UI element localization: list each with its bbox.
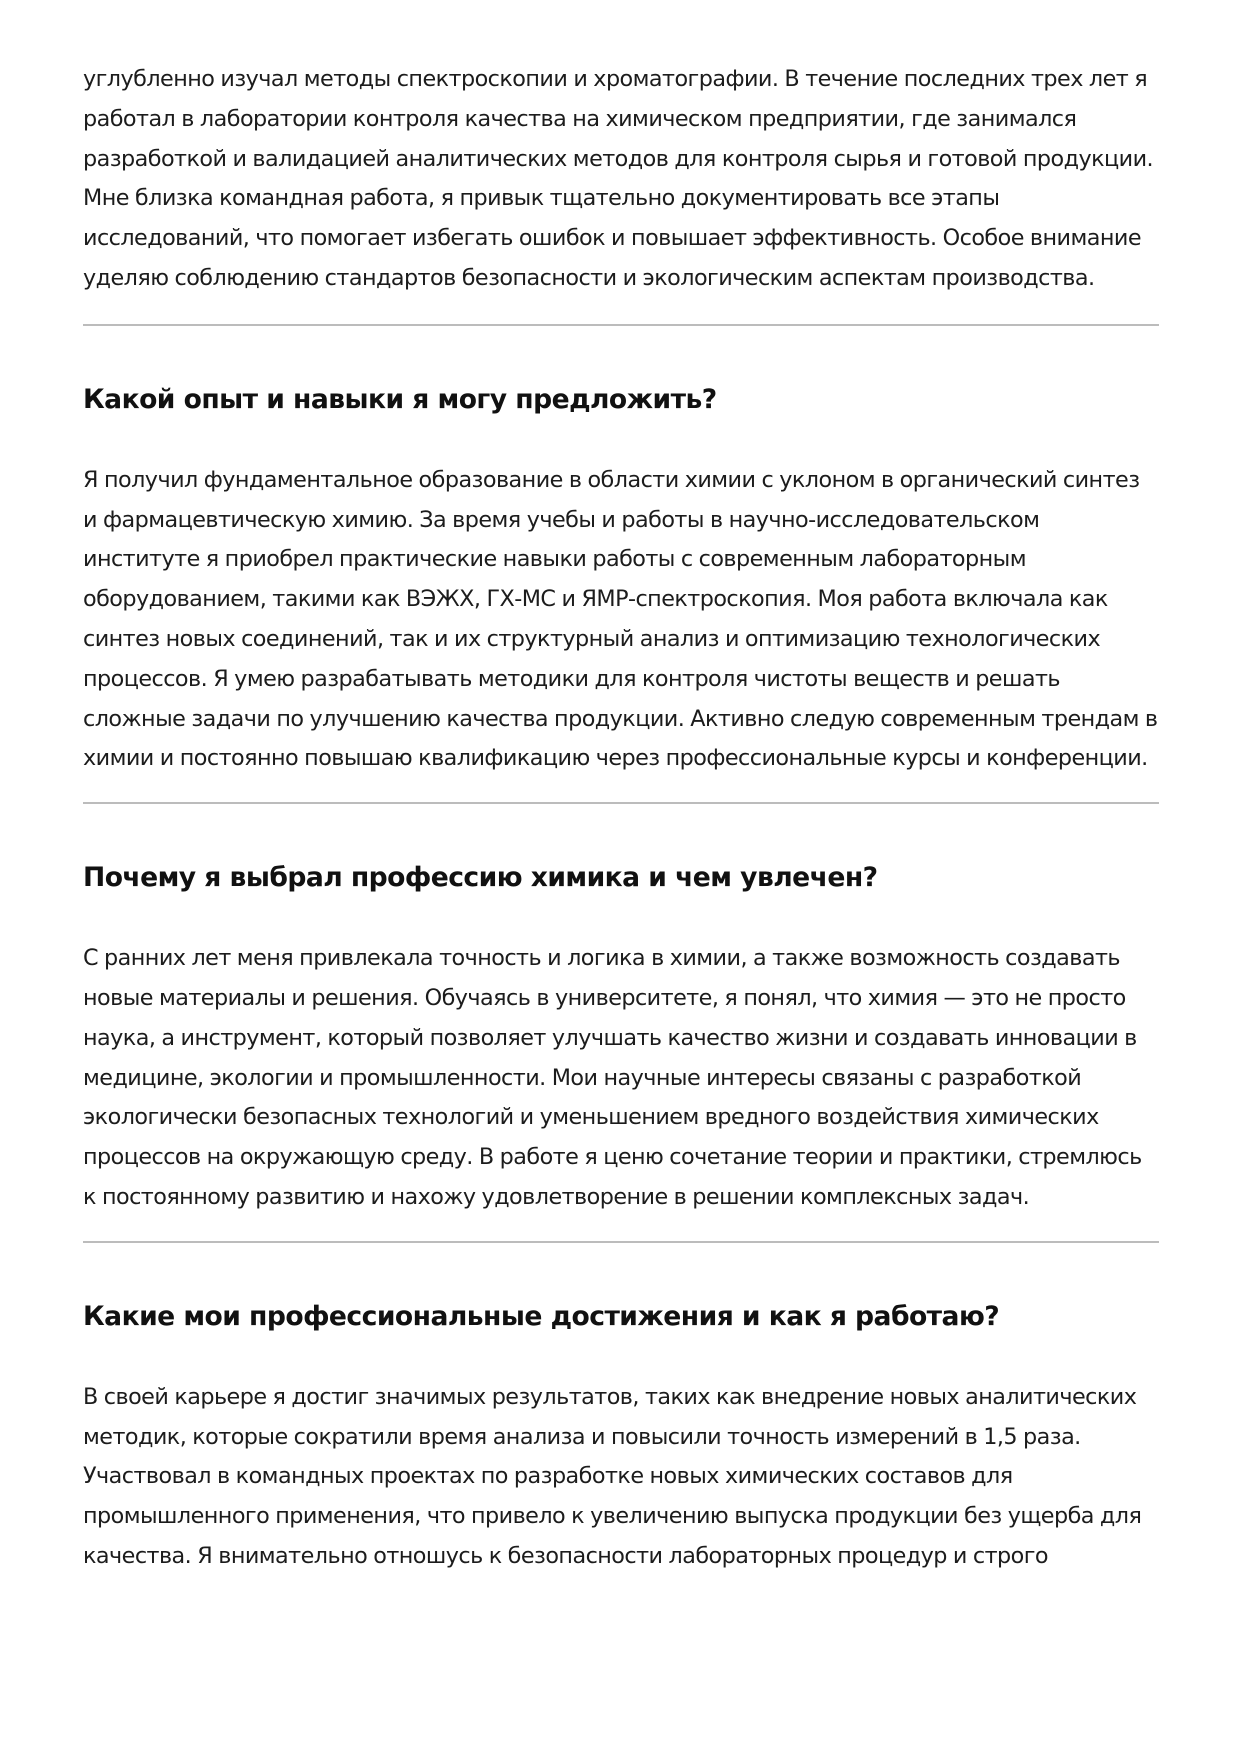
document-page bbox=[83, 60, 1159, 1577]
section-paragraph: Я получил фундаментальное образование в области химии с уклоном в органический синтез и фармацевтическую химию. За время учебы и работы в научно-исследовательском институте я приобрел практические навыки работы с современным лабораторным оборудованием, такими как ВЭЖХ, ГХ-МС и ЯМР-спектроскопия. Моя работа включала как синтез новых соединений, так и их структурный анализ и оптимизацию технологических процессов. Я умею разрабатывать методики для контроля чистоты веществ и решать сложные задачи по улучшению качества продукции. Активно следую современным трендам в химии и постоянно повышаю квалификацию через профессиональные курсы и конференции. bbox=[83, 466, 1158, 772]
intro-paragraph: углубленно изучал методы спектроскопии и хроматографии. В течение последних трех лет я работал в лаборатории контроля качества на химическом предприятии, где занимался разработкой и валидацией аналитических методов для контроля сырья и готовой продукции. Мне близка командная работа, я привык тщательно документировать все этапы исследований, что помогает избегать ошибок и повышает эффективность. Особое внимание уделяю соблюдению стандартов безопасности и экологическим аспектам производства. bbox=[83, 66, 1154, 291]
section-achievements bbox=[83, 1299, 1159, 1577]
section-why-chemistry bbox=[83, 860, 1159, 1218]
section-paragraph: В своей карьере я достиг значимых результатов, таких как внедрение новых аналитических методик, которые сократили время анализа и повысили точность измерений в 1,5 раза. Участвовал в командных проектах по разработке новых химических составов для промышленного применения, что привело к увеличению выпуска продукции без ущерба для качества. Я внимательно отношусь к безопасности лабораторных процедур и строго bbox=[83, 1383, 1142, 1569]
section-heading: Какие мои профессиональные достижения и как я работаю? bbox=[83, 1300, 1000, 1332]
section-heading: Почему я выбрал профессию химика и чем увлечен? bbox=[83, 862, 878, 894]
section-experience-skills bbox=[83, 382, 1159, 779]
intro-section bbox=[83, 60, 1159, 299]
section-heading: Какой опыт и навыки я могу предложить? bbox=[83, 383, 717, 415]
section-divider bbox=[83, 802, 1159, 804]
section-paragraph: С ранних лет меня привлекала точность и логика в химии, а также возможность создавать новые материалы и решения. Обучаясь в университете, я понял, что химия — это не просто наука, а инструмент, который позволяет улучшать качество жизни и создавать инновации в медицине, экологии и промышленности. Мои научные интересы связаны с разработкой экологически безопасных технологий и уменьшением вредного воздействия химических процессов на окружающую среду. В работе я ценю сочетание теории и практики, стремлюсь к постоянному развитию и нахожу удовлетворение в решении комплексных задач. bbox=[83, 945, 1142, 1210]
section-divider bbox=[83, 1241, 1159, 1243]
section-divider bbox=[83, 324, 1159, 326]
